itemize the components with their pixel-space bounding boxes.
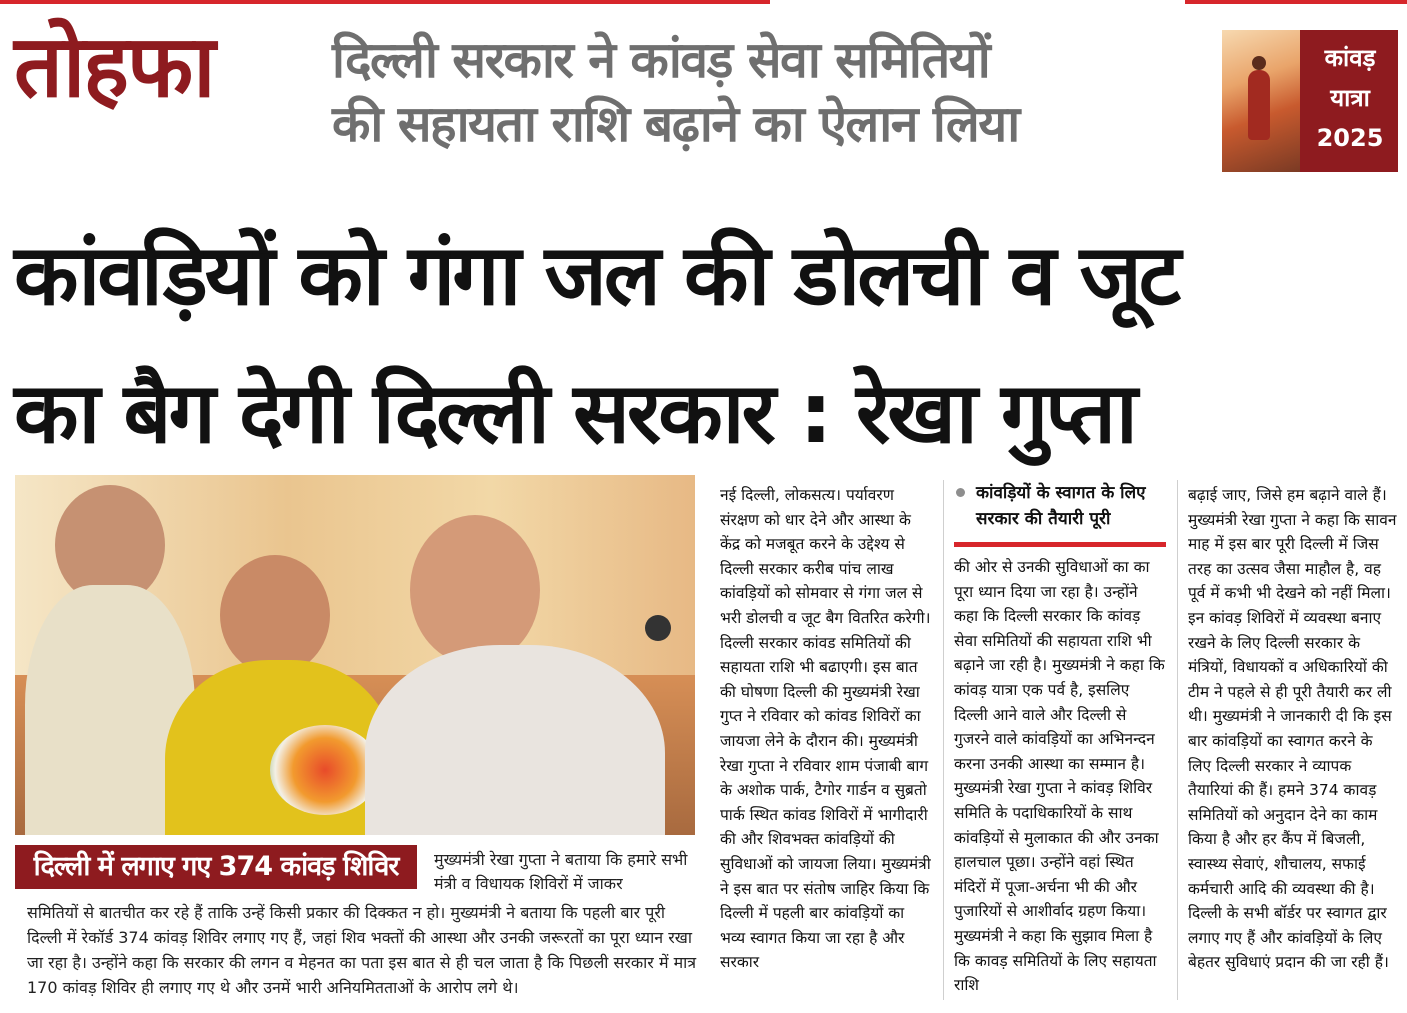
bouquet-shape (270, 725, 380, 815)
person-woman-shape (220, 555, 330, 675)
badge-photo (1222, 30, 1300, 172)
column-divider (943, 480, 944, 1000)
badge-text (1302, 38, 1398, 158)
microphone-shape (645, 615, 671, 641)
caption-side-text: मुख्यमंत्री रेखा गुप्ता ने बताया कि हमारे सभी मंत्री व विधायक शिविरों में जाकर (434, 850, 688, 893)
badge-line-3: 2025 (1316, 124, 1384, 152)
headline-line-1: कांवड़ियों को गंगा जल की डोलची व जूट (14, 226, 1179, 324)
kicker-label: तोहफा (14, 17, 214, 117)
subhead-rule (954, 542, 1166, 547)
kanwar-yatra-badge (1222, 30, 1398, 172)
deck-headline (332, 28, 1192, 156)
article-column-3: बढ़ाई जाए, जिसे हम बढ़ाने वाले हैं। मुख्यमंत्री रेखा गुप्ता ने कहा कि सावन माह में इस बार पूरी दिल्ली में जिस तरह का उत्सव जैसा माहौल है, वह पूर्व में कभी भी देखने को नहीं मिला। इन कांवड़ शिविरों में व्यवस्था बनाए रखने के लिए दिल्ली सरकार के मंत्रियों, विधायकों व अधिकारियों की टीम ने पहले से ही पूरी तैयारी कर ली थी। मुख्यमंत्री ने जानकारी दी कि इस बार कांवड़ियों का स्वागत करने के लिए दिल्ली सरकार ने व्यापक तैयारियां की हैं। हमने 374 कावड़ समितियों को अनुदान देने का काम किया है और हर कैंप में बिजली, स्वास्थ्य सेवाएं, शौचालय, सफाई कर्मचारी आदि की व्यवस्था की है। दिल्ली के सभी बॉर्डर पर स्वागत द्वार लगाए गए हैं और कांवड़ियों के लिए बेहतर सुविधाएं प्रदान की जा रही हैं। (1188, 486, 1397, 972)
badge-line-2: यात्रा (1330, 84, 1370, 112)
column-divider (1177, 480, 1178, 1000)
top-accent-rule (0, 0, 1407, 6)
news-photo (15, 475, 695, 835)
article-column-1: नई दिल्ली, लोकसत्य। पर्यावरण संरक्षण को धार देने और आस्था के केंद्र को मजबूत करने के उद्देश्य से दिल्ली सरकार करीब पांच लाख कांवड़ियों को सोमवार से गंगा जल से भरी डोलची व जूट बैग वितरित करेगी। दिल्ली सरकार कांवड समितियों की सहायता राशि भी बढाएगी। इस बात की घोषणा दिल्ली की मुख्यमंत्री रेखा गुप्त ने रविवार को कांवड शिविरों का जायजा लेने के दौरान की। मुख्यमंत्री रेखा गुप्ता ने रविवार शाम पंजाबी बाग के अशोक पार्क, टैगोर गार्डन व सुब्रतो पार्क स्थित कांवड शिविरों में भागीदारी की और शिवभक्त कांवड़ियों की सुविधाओं को जायजा लिया। मुख्यमंत्री ने इस बात पर संतोष जाहिर किया कि दिल्ली में पहली बार कांवड़ियों का भव्य स्वागत किया जा रहा है और सरकार (720, 486, 931, 972)
subhead-text: कांवड़ियों के स्वागत के लिए सरकार की तैयारी पूरी (976, 483, 1146, 529)
main-headline (14, 206, 1394, 482)
caption-title: दिल्ली में लगाए गए 374 कांवड़ शिविर (15, 845, 417, 889)
pilgrim-figure-shape (1248, 70, 1270, 140)
deck-line-2: की सहायता राशि बढ़ाने का ऐलान लिया (332, 95, 1019, 153)
person-right-shape (410, 515, 540, 665)
caption-body-text: समितियों से बातचीत कर रहे हैं ताकि उन्हें किसी प्रकार की दिक्कत न हो। मुख्यमंत्री ने बताया कि पहली बार पूरी दिल्ली में रेकॉर्ड 374 कांवड़ शिविर लगाए गए हैं, जहां शिव भक्तों की आस्था और उनकी जरूरतों का पूरा ध्यान रखा जा रहा है। उन्होंने कहा कि सरकार की लगन व मेहनत का पता इस बात से ही चल जाता है कि पिछली सरकार में मात्र 170 कांवड़ शिविर ही लगाए गए थे और उनमें भारी अनियमितताओं के आरोप लगे थे। (27, 903, 697, 997)
person-right-body-shape (365, 645, 665, 835)
bullet-icon (956, 488, 965, 497)
badge-line-1: कांवड़ (1324, 44, 1376, 72)
deck-line-1: दिल्ली सरकार ने कांवड़ सेवा समितियों (332, 31, 990, 89)
article-column-2: की ओर से उनकी सुविधाओं का का पूरा ध्यान दिया जा रहा है। उन्होंने कहा कि दिल्ली सरकार कि कांवड़ सेवा समितियों की सहायता राशि भी बढ़ाने जा रही है। मुख्यमंत्री ने कहा कि कांवड़ यात्रा एक पर्व है, इसलिए दिल्ली आने वाले और दिल्ली से गुजरने वाले कांवड़ियों का अभिनन्दन करना उनकी आस्था का सम्मान है। मुख्यमंत्री रेखा गुप्ता ने कांवड़ शिविर समिति के पदाधिकारियों के साथ कांवड़ियों से मुलाकात की और उनका हालचाल पूछा। उन्होंने वहां स्थित मंदिरों में पूजा-अर्चना भी की और पुजारियों से आशीर्वाद ग्रहण किया। मुख्यमंत्री ने कहा कि सुझाव मिला है कि कावड़ समितियों के लिए सहायता राशि (954, 558, 1165, 995)
pilgrim-head-shape (1252, 56, 1266, 70)
headline-line-2: का बैग देगी दिल्ली सरकार : रेखा गुप्ता (14, 364, 1135, 462)
